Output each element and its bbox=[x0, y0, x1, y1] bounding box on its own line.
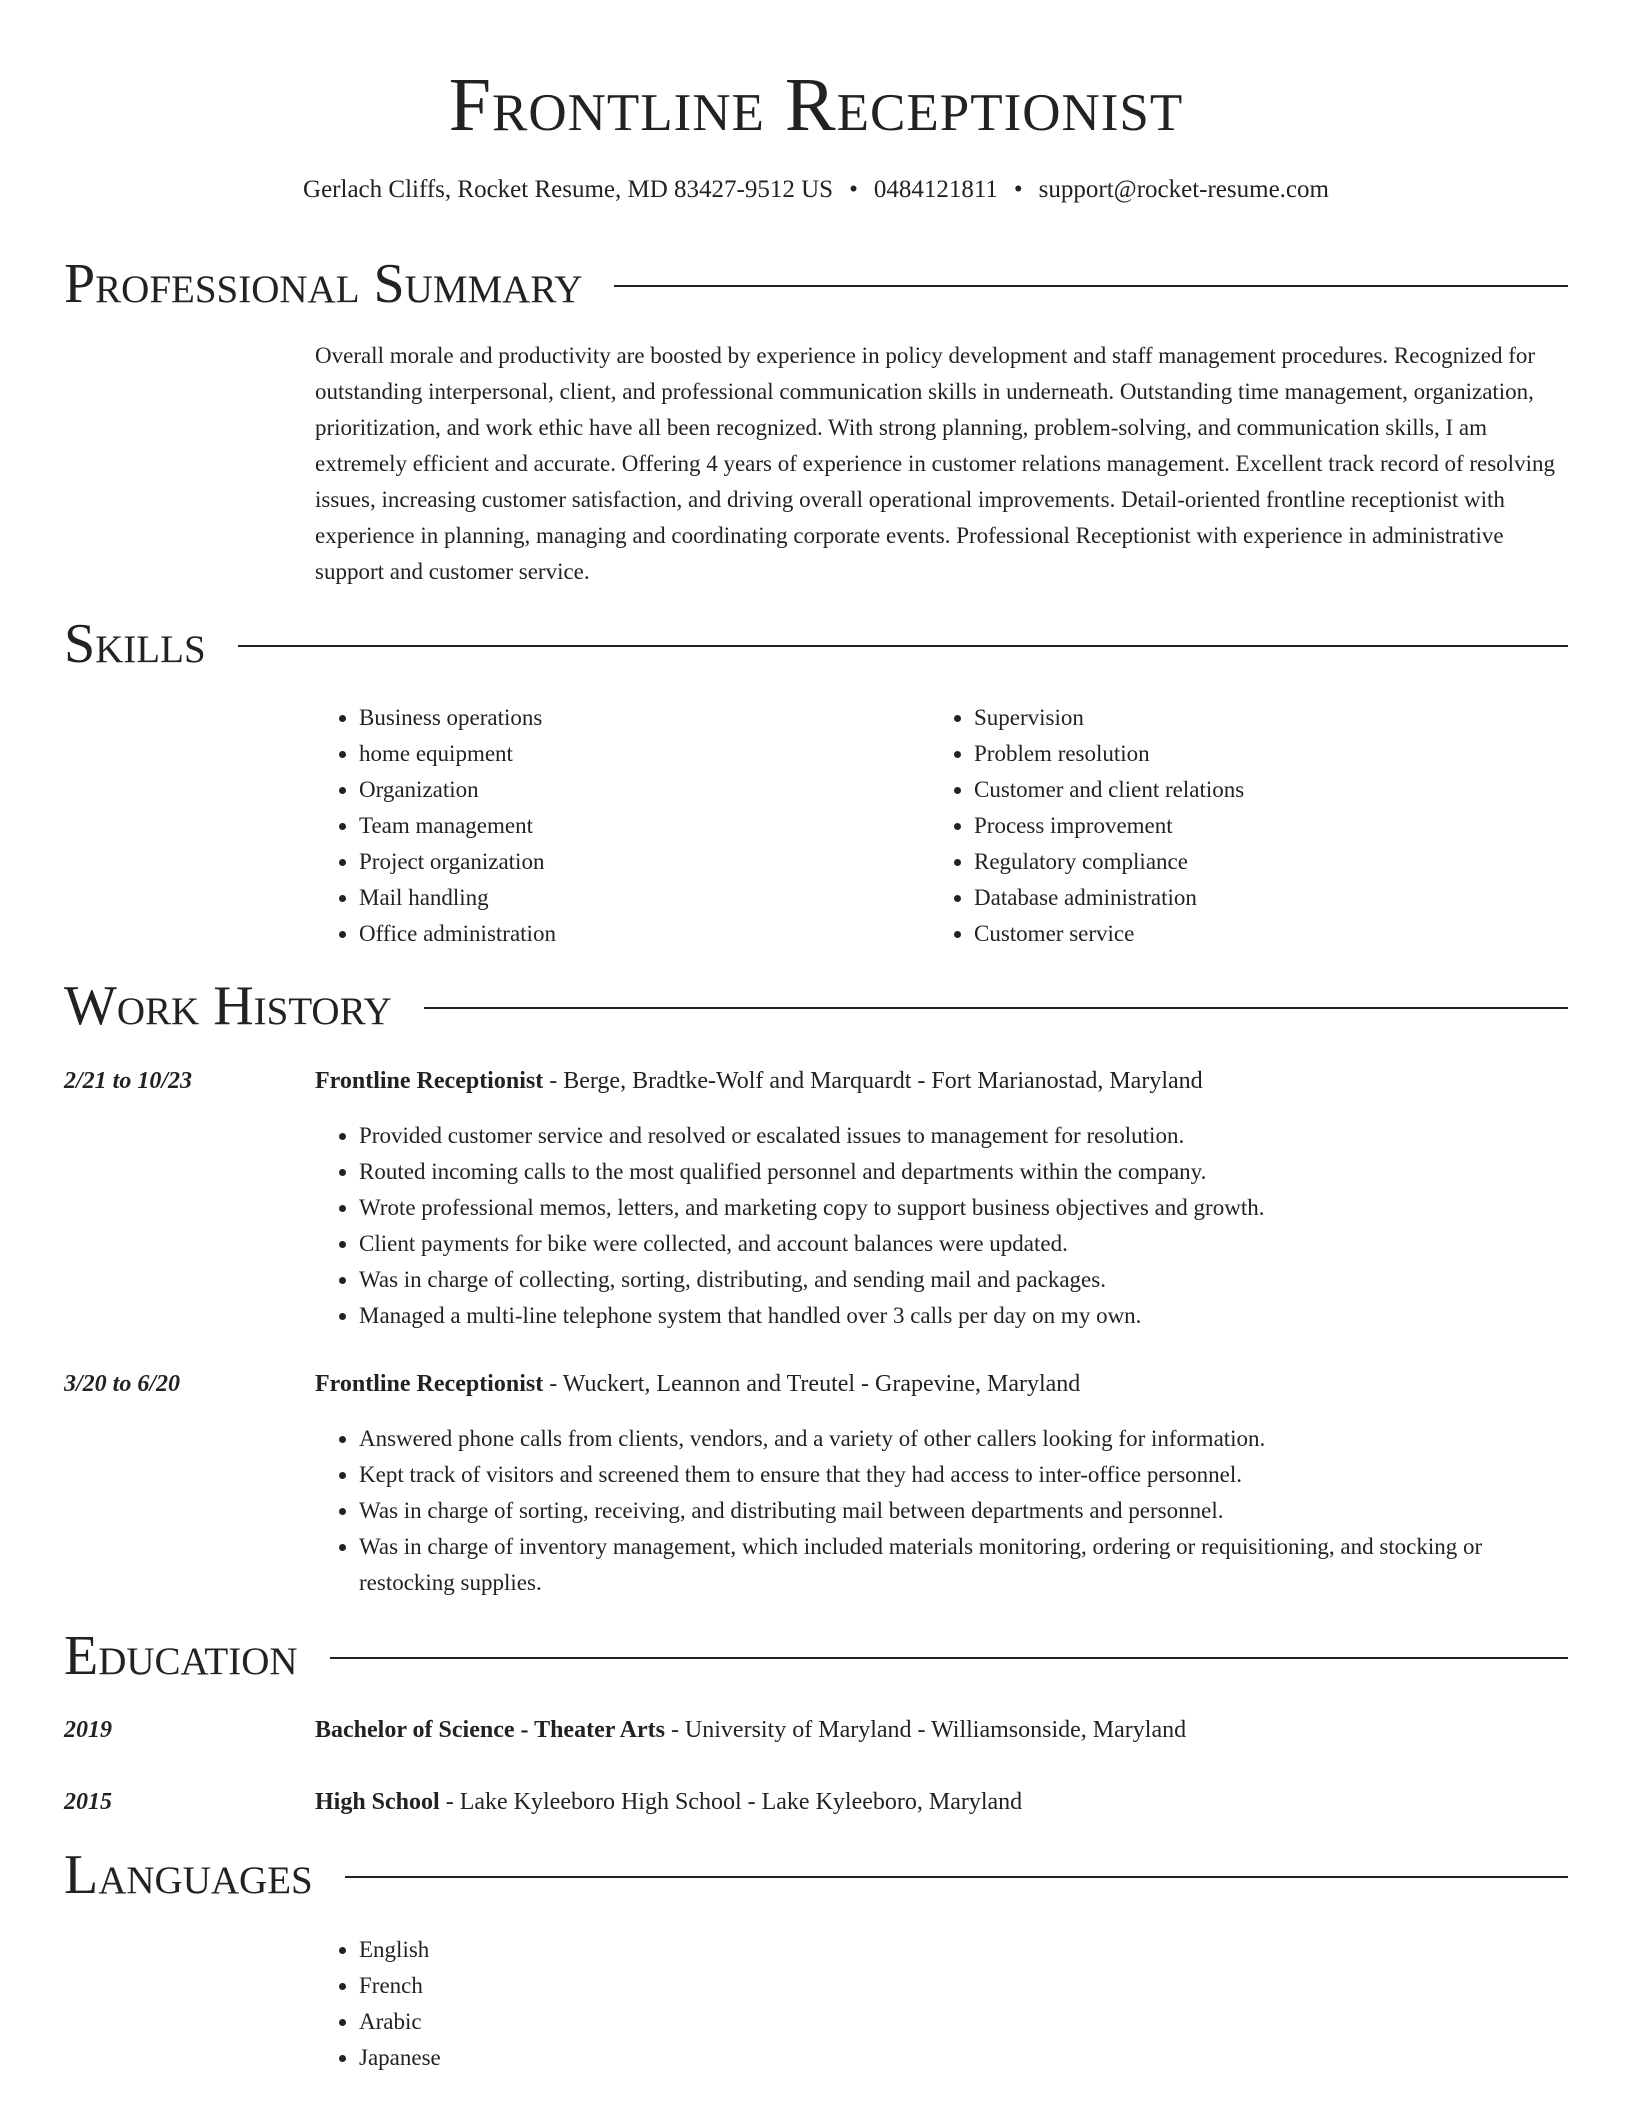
job-title-line bbox=[315, 1366, 1568, 1402]
duty-item: • Kept track of visitors and screened them to ensure that they had access to inter-office personnel. bbox=[359, 1457, 1568, 1493]
job-employer-location: - Berge, Bradtke-Wolf and Marquardt - Fort Marianostad, Maryland bbox=[543, 1068, 1203, 1094]
section-divider bbox=[238, 645, 1568, 647]
section-title-languages: Languages bbox=[64, 1844, 313, 1906]
education-line bbox=[315, 1784, 1568, 1820]
job-dates: 3/20 to 6/20 bbox=[64, 1371, 181, 1397]
contact-address: Gerlach Cliffs, Rocket Resume, MD 83427-9512 US bbox=[303, 176, 834, 203]
job-position: Frontline Receptionist bbox=[315, 1371, 544, 1397]
skill-item: • Team management bbox=[359, 808, 915, 844]
skill-item: • Project organization bbox=[359, 844, 915, 880]
duty-item: • Was in charge of collecting, sorting, distributing, and sending mail and packages. bbox=[359, 1262, 1568, 1298]
summary-text: Overall morale and productivity are boosted by experience in policy development and staff management procedures. Recognized for outstanding interpersonal, client, and professional communication skills in underneath. Outstanding time management, organization, prioritization, and work ethic have all been recognized. With strong planning, problem-solving, and communication skills, I am extremely efficient and accurate. Offering 4 years of experience in customer relations management. Excellent track record of resolving issues, increasing customer satisfaction, and driving overall operational improvements. Detail-oriented frontline receptionist with experience in planning, managing and coordinating corporate events. Professional Receptionist with experience in administrative support and customer service. bbox=[315, 343, 1555, 584]
education-school-location: - University of Maryland - Williamsonside, Maryland bbox=[664, 1717, 1187, 1743]
skills-column-right bbox=[930, 700, 1530, 952]
contact-phone: 0484121811 bbox=[873, 176, 998, 203]
duty-item: • Wrote professional memos, letters, and marketing copy to support business objectives and growth. bbox=[359, 1190, 1568, 1226]
language-item: • French bbox=[359, 1968, 1568, 2004]
education-year: 2019 bbox=[64, 1717, 112, 1743]
skill-item: • Supervision bbox=[974, 700, 1530, 736]
language-item: • Arabic bbox=[359, 2004, 1568, 2040]
job-duties bbox=[315, 1118, 1568, 1334]
skill-item: • Problem resolution bbox=[974, 736, 1530, 772]
skill-item: • Organization bbox=[359, 772, 915, 808]
duty-item: • Answered phone calls from clients, vendors, and a variety of other callers looking for information. bbox=[359, 1421, 1568, 1457]
language-item: • English bbox=[359, 1932, 1568, 1968]
section-divider bbox=[330, 1657, 1568, 1659]
education-degree: Bachelor of Science - Theater Arts bbox=[315, 1717, 665, 1743]
contact-separator: • bbox=[1013, 176, 1023, 203]
skill-item: • Process improvement bbox=[974, 808, 1530, 844]
duty-item: • Managed a multi-line telephone system that handled over 3 calls per day on my own. bbox=[359, 1298, 1568, 1334]
skill-item: • Business operations bbox=[359, 700, 915, 736]
education-year: 2015 bbox=[64, 1789, 112, 1815]
skills-section-header bbox=[64, 612, 1568, 676]
education-school-location: - Lake Kyleeboro High School - Lake Kyleeboro, Maryland bbox=[439, 1789, 1023, 1815]
skill-item: • Office administration bbox=[359, 916, 915, 952]
contact-email[interactable]: support@rocket-resume.com bbox=[1038, 176, 1329, 203]
duty-item: • Was in charge of inventory management, which included materials monitoring, ordering or requisitioning, and stocking or restocking supplies. bbox=[359, 1529, 1568, 1601]
job-dates: 2/21 to 10/23 bbox=[64, 1068, 193, 1094]
duty-item: • Was in charge of sorting, receiving, and distributing mail between departments and personnel. bbox=[359, 1493, 1568, 1529]
contact-line bbox=[64, 174, 1568, 206]
summary-section-header bbox=[64, 252, 1568, 316]
duty-item: • Provided customer service and resolved or escalated issues to management for resolution. bbox=[359, 1118, 1568, 1154]
skill-item: • Customer service bbox=[974, 916, 1530, 952]
section-title-summary: Professional Summary bbox=[64, 253, 583, 315]
skill-item: • Mail handling bbox=[359, 880, 915, 916]
language-item: • Japanese bbox=[359, 2040, 1568, 2076]
section-title-work: Work History bbox=[64, 975, 392, 1037]
candidate-name: Frontline Receptionist bbox=[448, 63, 1184, 147]
job-duties bbox=[315, 1421, 1568, 1601]
skill-item: • home equipment bbox=[359, 736, 915, 772]
section-divider bbox=[345, 1876, 1568, 1878]
skills-column-left bbox=[315, 700, 915, 952]
skill-item: • Customer and client relations bbox=[974, 772, 1530, 808]
skill-item: • Regulatory compliance bbox=[974, 844, 1530, 880]
work-section-header bbox=[64, 974, 1568, 1038]
section-divider bbox=[614, 285, 1568, 287]
section-divider bbox=[424, 1007, 1568, 1009]
languages-section-header bbox=[64, 1843, 1568, 1907]
job-title-line bbox=[315, 1063, 1568, 1099]
job-employer-location: - Wuckert, Leannon and Treutel - Grapevine, Maryland bbox=[543, 1371, 1081, 1397]
job-position: Frontline Receptionist bbox=[315, 1068, 544, 1094]
languages-list bbox=[315, 1932, 1568, 2076]
section-title-skills: Skills bbox=[64, 613, 206, 675]
skill-item: • Database administration bbox=[974, 880, 1530, 916]
contact-separator: • bbox=[849, 176, 858, 203]
section-title-education: Education bbox=[64, 1625, 298, 1687]
education-line bbox=[315, 1712, 1568, 1748]
duty-item: • Client payments for bike were collected, and account balances were updated. bbox=[359, 1226, 1568, 1262]
education-degree: High School bbox=[315, 1789, 440, 1815]
education-section-header bbox=[64, 1624, 1568, 1688]
duty-item: • Routed incoming calls to the most qualified personnel and departments within the company. bbox=[359, 1154, 1568, 1190]
